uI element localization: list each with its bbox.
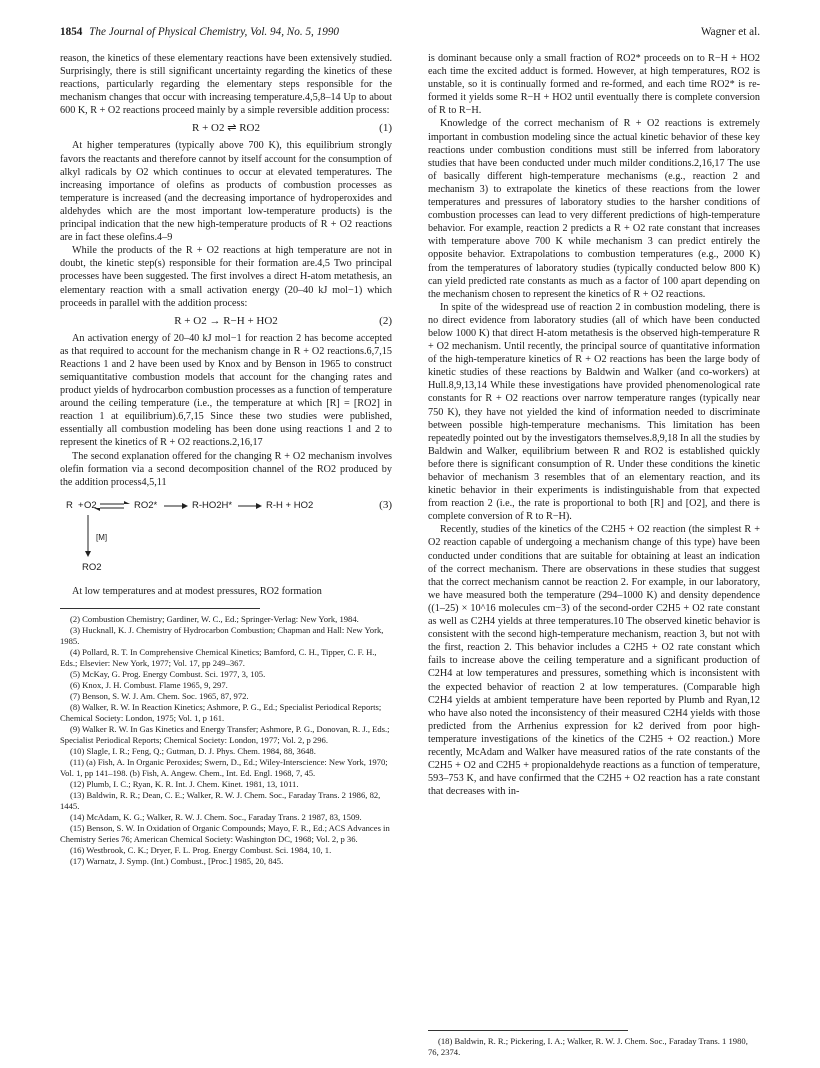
paragraph: At low temperatures and at modest pressures, RO2 formation: [72, 585, 322, 597]
footnote-divider: [428, 1030, 628, 1031]
mech-hydroperoxy-intermediate: R-HO2H*: [192, 499, 233, 511]
reference-item: (6) Knox, J. H. Combust. Flame 1965, 9, 297.: [70, 679, 228, 690]
paragraph: is dominant because only a small fraction of RO2* proceeds on to R−H + HO2 each time the excited adduct is formed. However, at high temperatures, RO2 is unstable, so it is continually formed and re-formed, and each time RO2* is re-formed it yields some R−H + HO2 until eventually there is complete conversion of R to R−H.: [428, 53, 760, 117]
mech-third-body-label: [M]: [96, 532, 108, 542]
equation-number: (2): [379, 314, 392, 327]
equation-text: R + O2 ⇌ RO2: [192, 122, 260, 135]
right-column: [428, 52, 760, 798]
equation-1: [60, 117, 392, 139]
footnote-divider: [60, 608, 260, 609]
reference-item: (4) Pollard, R. T. In Comprehensive Chemical Kinetics; Bamford, C. H., Tipper, C. F. H., Eds.; Elsevier: New York, 1977; Vol. 17, pp 249–367.: [60, 646, 377, 668]
reference-item: (8) Walker, R. W. In Reaction Kinetics; Ashmore, P. G., Ed.; Specialist Periodical Reports; Chemical Society: London, 1975; Vol. 1, p 161.: [60, 701, 382, 723]
page-header: [60, 26, 760, 42]
reference-item: (3) Hucknall, K. J. Chemistry of Hydrocarbon Combustion; Chapman and Hall: New York, 1985.: [60, 624, 384, 646]
reference-item: (12) Plumb, I. C.; Ryan, K. R. Int. J. Chem. Kinet. 1981, 13, 1011.: [70, 778, 299, 789]
page-number: 1854: [60, 26, 83, 38]
reference-item: (14) McAdam, K. G.; Walker, R. W. J. Chem. Soc., Faraday Trans. 2 1987, 83, 1509.: [70, 811, 362, 822]
mech-products: R-H + HO2: [266, 499, 314, 511]
mech-reactant-o2: O2: [84, 499, 97, 511]
reference-item: (5) McKay, G. Prog. Energy Combust. Sci. 1977, 3, 105.: [70, 668, 266, 679]
reference-item: (17) Warnatz, J. Symp. (Int.) Combust., [Proc.] 1985, 20, 845.: [70, 855, 284, 866]
reference-item: (2) Combustion Chemistry; Gardiner, W. C., Ed.; Springer-Verlag: New York, 1984.: [70, 613, 359, 624]
left-column: [60, 52, 392, 867]
journal-citation: The Journal of Physical Chemistry, Vol. 94, No. 5, 1990: [89, 26, 340, 38]
equation-text: R + O2 → R−H + HO2: [174, 314, 278, 327]
mechanism-3-scheme: R + O2 RO2* R-HO2H* R-H + HO2 (3) [M] RO2: [60, 493, 392, 583]
reference-item: (15) Benson, S. W. In Oxidation of Organic Compounds; Mayo, F. R., Ed.; ACS Advances in Chemistry Series 76; American Chemical Society: Washington DC, 1968; Vol. 2, p 36.: [60, 822, 390, 844]
reference-item: (13) Baldwin, R. R.; Dean, C. E.; Walker, R. W. J. Chem. Soc., Faraday Trans. 2 1986, 82, 1445.: [60, 789, 381, 811]
reference-item: (9) Walker R. W. In Gas Kinetics and Energy Transfer; Ashmore, P. G., Donovan, R. J., Eds.; Specialist Periodical Reports; Chemical Society: London, 1977; Vol. 2, p 296.: [60, 723, 390, 745]
paragraph: Knowledge of the correct mechanism of R + O2 reactions is extremely important in combustion modeling since the actual kinetic behavior of these key reactions under combustion conditions must still be inferred from laboratory studies that have been conducted under much milder conditions.2,16,17 The use of basically different high-temperature mechanisms (e.g., reaction 2 and mechanism 3) to extrapolate the kinetics of these reactions from the lower temperatures and pressures of laboratory studies to the harsher conditions of combustion processes can lead to very different predictions of high-temperature behavior. For example, reaction 2 predicts a R + O2 rate constant that increases with temperature above 700 K while mechanism 3 can predict entirely the opposite behavior. Extrapolations to combustion temperatures (e.g., 2000 K) from the temperatures of laboratory studies (typically conducted below 800 K) can yield predicted rate constants as much as a factor of 100 apart depending on the mechanism chosen to represent the kinetics of R + O2 reactions.: [428, 118, 760, 300]
paragraph: Recently, studies of the kinetics of the C2H5 + O2 reaction (the simplest R + O2 reaction capable of undergoing a mechanism change of this type) have been conducted under conditions that are suitable for obtaining at least an indication of the correct mechanism. There are observations in these studies that suggest that the correct mechanism cannot be reaction 2. For example, in our laboratory, we have measured both the temperature (294–1000 K) and density dependence ((1–25) × 10^16 molecules cm−3) of the second-order C2H5 + O2 rate constant as well as C2H4 yields at three temperatures.10 The observed kinetic behavior is consistent with the second high-temperature mechanism, reaction 3, but not with the first, reaction 2. This behavior includes a C2H5 + O2 rate constant which fails to increase above the ceiling temperature and a significant production of C2H4 at low temperatures and pressures, something which is inconsistent with the expected behavior of reaction 2 at low temperatures. (Comparable high C2H4 yields at ambient temperature have been reported by Plumb and Ryan,12 who have also noted the inconsistency of their measured C2H4 yields with those predicted from the Arrhenius expression for k2 derived from poor high-temperature investigations of the kinetics of the C2H5 + O2 reaction.) More recently, McAdam and Walker have measured ratios of the rate constants of the C2H5 + O2 and C2H5 + propionaldehyde reactions as a function of temperature, 593–753 K, and have confirmed that the C2H5 + O2 reaction has a rate constant that decreases with in-: [428, 524, 760, 798]
references-list: [60, 614, 392, 867]
paragraph: reason, the kinetics of these elementary reactions have been extensively studied. Surprisingly, there is still significant uncertainty regarding the kinetics of these reactions, particularly regarding the elementary steps responsible for the mechanism changes that occur with increasing temperature.4,5,8–14 Up to about 600 K, R + O2 reactions proceed mainly by a simple reversible addition process:: [60, 53, 392, 117]
references-list-right: [428, 1030, 760, 1058]
paragraph: An activation energy of 20–40 kJ mol−1 for reaction 2 has become accepted as that required to account for the mechanism change in R + O2 reactions.6,7,15 Reactions 1 and 2 have been used by Knox and by Benson in 1965 to construct semiquantitative combustion models that account for the changing rates and product yields of hydrocarbon combustion processes as a function of temperature around the ceiling temperature (i.e., the temperature at which [R] = [RO2] in reaction 1 at equilibrium).6,7,15 Since these two studies were published, essentially all combustion modeling has been done using reactions 1 and 2 to represent the kinetics of R + O2 reactions.2,16,17: [60, 332, 392, 449]
equation-2: [60, 310, 392, 332]
mech-excited-adduct: RO2*: [134, 499, 158, 511]
equation-number: (3): [379, 498, 392, 511]
reference-item: (11) (a) Fish, A. In Organic Peroxides; Swern, D., Ed.; Wiley-Interscience: New York, 1970; Vol. 1, pp 141–198. (b) Fish, A. Angew. Chem., Int. Ed. Engl. 1968, 7, 45.: [60, 756, 388, 778]
mech-reactant-r: R: [66, 499, 73, 511]
running-authors: Wagner et al.: [700, 26, 760, 38]
paragraph: In spite of the widespread use of reaction 2 in combustion modeling, there is no direct evidence from laboratory studies (all of which have been conducted below 1000 K) that direct H-atom metathesis is the observed high-temperature R + O2 mechanism. Until recently, the principal source of quantitative information of the high-temperature kinetics of R + O2 reactions has been the large body of kinetic studies of these reactions by Baldwin and Walker (and co-workers) at Hull.8,9,13,14 While these investigations have provided phenomenological rate constants for R + O2 reactions over narrow temperature ranges (typically near 750 K), they have not yielded the kind of information needed to discriminate between possible high-temperature mechanisms. This limitation has been repeatedly pointed out by the investigators themselves.8,9,18 In all the studies by Baldwin and Walker, equilibrium between R and RO2 is established quickly before there is significant consumption of R. Under these conditions the kinetic behavior of mechanism 3 resembles that of an elementary reaction, and its kinetic behavior in their experiments is indistinguishable from that expected from reaction 2 (i.e., the rate is proportional to both [R] and [O2], and there is complete conversion of R to R−H).: [428, 301, 760, 523]
mech-stabilized-adduct: RO2: [82, 561, 102, 573]
paragraph: The second explanation offered for the changing R + O2 mechanism involves olefin formation via a second decomposition channel of the RO2 produced by the addition process4,5,11: [60, 450, 392, 488]
reference-item: (16) Westbrook, C. K.; Dryer, F. L. Prog. Energy Combust. Sci. 1984, 10, 1.: [70, 844, 332, 855]
equation-number: (1): [379, 122, 392, 135]
paragraph: While the products of the R + O2 reactions at high temperature are not in doubt, the kinetic step(s) responsible for their formation are.4,5 Two principal processes have been suggested. The first involves a direct H-atom metathesis, an elementary reaction with a small activation energy (20–40 kJ mol−1) which proceeds in parallel with the addition process:: [60, 245, 392, 309]
reference-item: (18) Baldwin, R. R.; Pickering, I. A.; Walker, R. W. J. Chem. Soc., Faraday Trans. 1 1980, 76, 2374.: [428, 1036, 748, 1057]
paragraph: At higher temperatures (typically above 700 K), this equilibrium strongly favors the reactants and therefore cannot by itself account for the consumption of alkyl radicals by O2 which continues to occur at elevated temperatures. The increasing importance of olefins as products of combustion processes as temperature is increased (and the decreasing importance of hydroperoxides and aldehydes which are the most important low-temperature products) is the principal indication that the new high-temperature products of R + O2 reactions are in fact these olefins.4–9: [60, 140, 392, 244]
reference-item: (10) Slagle, I. R.; Feng, Q.; Gutman, D. J. Phys. Chem. 1984, 88, 3648.: [70, 745, 316, 756]
reference-item: (7) Benson, S. W. J. Am. Chem. Soc. 1965, 87, 972.: [70, 690, 249, 701]
